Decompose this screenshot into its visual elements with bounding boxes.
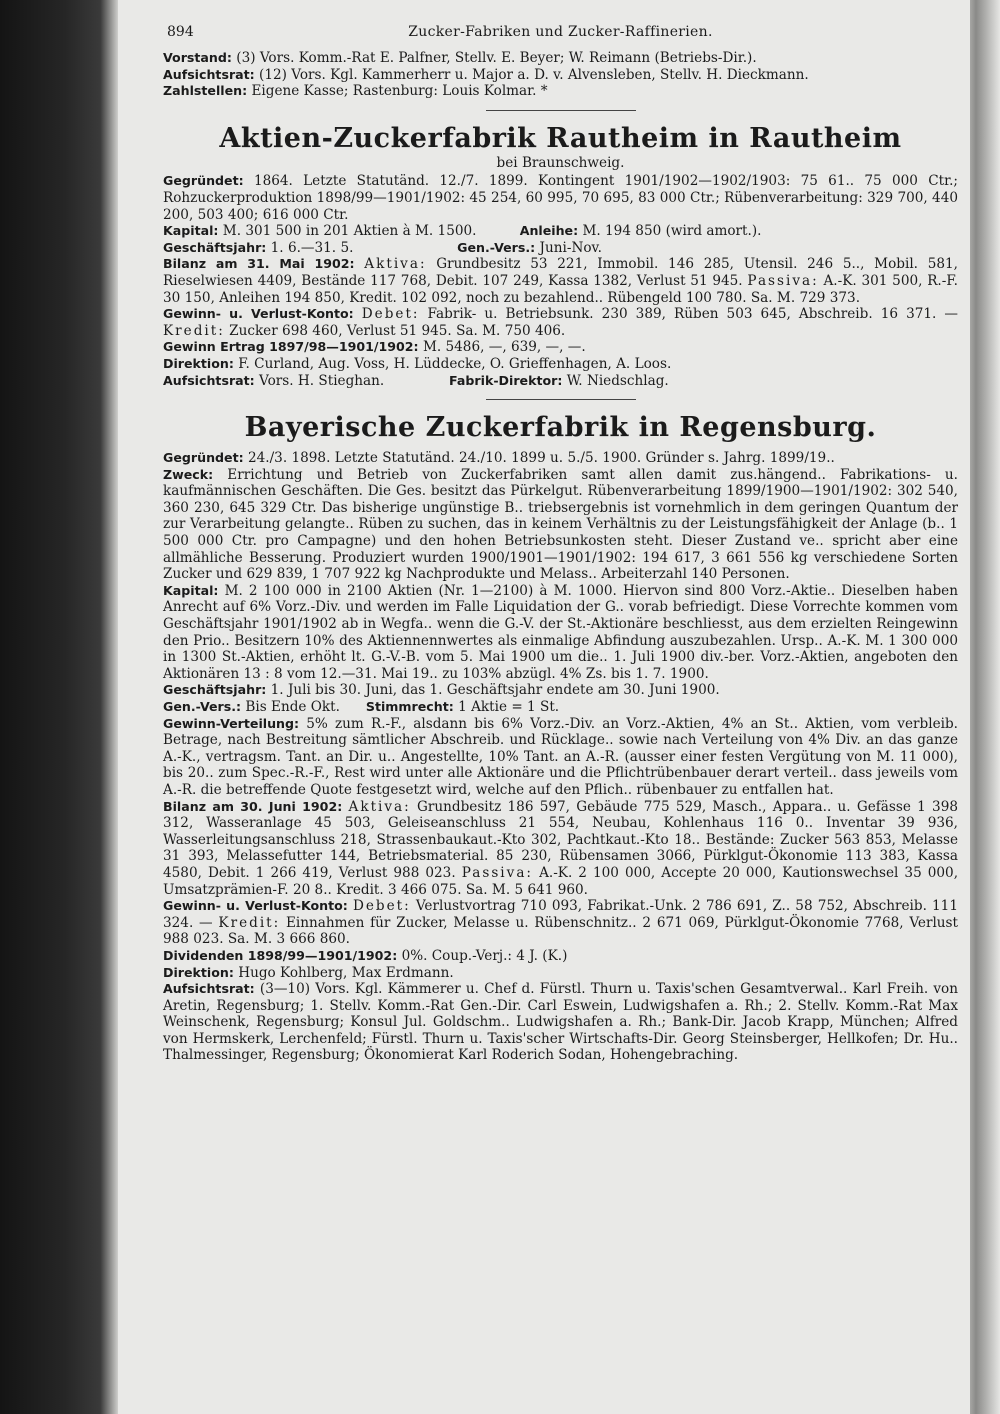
- geschaeftsjahr-paragraph-2: Geschäftsjahr: 1. Juli bis 30. Juni, das 1. Geschäftsjahr endete am 30. Juni 1900.: [163, 682, 720, 699]
- page-text: [163, 24, 958, 1064]
- guv-paragraph-2: Gewinn- u. Verlust-Konto: Debet: Verlustvortrag 710 093, Fabrikat.-Unk. 2 786 691, Z.. 58 752, Abschreib. 111 324. — Kredit: Einnahmen für Zucker, Melasse u. Rübenschnitz.. 2 671 069, Pürklgut-Ökonomie 7768, Verlust 988 023. Sa. M. 3 666 860.: [163, 898, 958, 948]
- dividenden-paragraph: Dividenden 1898/99—1901/1902: 0%. Coup.-Verj.: 4 J. (K.): [163, 947, 568, 964]
- aufsichtsrat-paragraph-2: Aufsichtsrat: (3—10) Vors. Kgl. Kämmerer u. Chef d. Fürstl. Thurn u. Taxis'schen Gesamtverwal.. Karl Freih. von Aretin, Regensburg; 1. Stellv. Komm.-Rat Gen.-Dir. Carl Eswein, Ludwigshafen a. Rh.; 2. Stellv. Komm.-Rat Max Weinschenk, Regensburg; Konsul Jul. Goldschm.. Ludwigshafen a. Rh.; Bank-Dir. Jacob Krapp, München; Alfred von Hermskerk, Lerchenfeld; Fürstl. Thurn u. Taxis'scher Wirtschafts-Dir. Georg Steinsberger, Hellkofen; Dr. Hu.. Thalmessinger, Regensburg; Ökonomierat Karl Roderich Sodan, Hohengebraching.: [163, 981, 958, 1064]
- bilanz-paragraph: Bilanz am 31. Mai 1902: Aktiva: Grundbesitz 53 221, Immobil. 146 285, Utensil. 246 5.., Mobil. 581, Rieselwiesen 4409, Bestände 117 768, Debit. 107 249, Kassa 1382, Verlust 51 945. Passiva: A.-K. 301 500, R.-F. 30 150, Anleihen 194 850, Kredit. 102 092, noch zu bezahlend.. Rübengeld 100 780. Sa. M. 729 373.: [163, 256, 958, 306]
- separator-rule-2: [486, 399, 636, 400]
- separator-rule: [486, 110, 636, 111]
- page-number: 894: [167, 24, 194, 40]
- company-entry-rautheim: [163, 123, 958, 389]
- direktion-paragraph-2: Direktion: Hugo Kohlberg, Max Erdmann.: [163, 964, 454, 981]
- company-subtitle: bei Braunschweig.: [496, 154, 625, 171]
- bilanz-paragraph-2: Bilanz am 30. Juni 1902: Aktiva: Grundbesitz 186 597, Gebäude 775 529, Masch., Appara.. u. Gefässe 1 398 312, Wasseranlage 45 503, Geleiseanschluss 21 554, Neubau, Kohlenhaus 116 0.. Inventar 39 936, Wasserleitungsanschluss 218, Strassenbaukaut.-Kto 302, Pachtkaut.-Kto 18.. Bestände: Zucker 563 853, Melasse 31 393, Melassefutter 144, Betriebsmaterial. 85 230, Rübensamen 3066, Pürklgut-Ökonomie 113 383, Kassa 4580, Debit. 1 266 419, Verlust 988 023. Passiva: A.-K. 2 100 000, Accepte 20 000, Kautionswechsel 35 000, Umsatzprämien-F. 20 8.. Kredit. 3 466 075. Sa. M. 5 641 960.: [163, 798, 959, 898]
- kapital-anleihe-paragraph: Kapital: M. 301 500 in 201 Aktien à M. 1500. Anleihe: M. 194 850 (wird amort.).: [163, 223, 762, 240]
- kapital-paragraph-2: Kapital: M. 2 100 000 in 2100 Aktien (Nr. 1—2100) à M. 1000. Hiervon sind 800 Vorz.-Aktie.. Dieselben haben Anrecht auf 6% Vorz.-Div. und werden im Falle Liquidation der G.. vorab befriedigt. Diese Vorrechte kommen vom Geschäftsjahr 1901/1902 ab in Wegfa.. wenn die G.-V. der St.-Aktionäre beschliesst, aus dem erzielten Reingewinn den Prio.. Besitzern 10% des Aktiennennwertes als einmalige Abfindung auszubezahlen. Ursp.. A.-K. M. 1 300 000 in 1300 St.-Aktien, erhöht lt. G.-V.-B. vom 5. Mai 1900 um die.. 1. Juli 1900 div.-ber. Vorz.-Aktien, angeboten den Aktionären 13 : 8 vom 12.—31. Mai 19.. zu 103% abzügl. 4% Zs. bis 1. 7. 1900.: [163, 582, 958, 682]
- ertrag-paragraph: Gewinn Ertrag 1897/98—1901/1902: M. 5486, —, 639, —, —.: [163, 339, 586, 356]
- aufsichtsrat-paragraph: Aufsichtsrat: Vors. H. Stieghan. Fabrik-Direktor: W. Niedschlag.: [163, 372, 669, 389]
- company-title-2: Bayerische Zuckerfabrik in Regensburg.: [244, 412, 877, 444]
- guv-paragraph: Gewinn- u. Verlust-Konto: Debet: Fabrik- u. Betriebsunk. 230 389, Rüben 503 645, Abschreib. 16 371. — Kredit: Zucker 698 460, Verlust 51 945. Sa. M. 750 406.: [163, 306, 958, 339]
- company-title: Aktien-Zuckerfabrik Rautheim in Rautheim: [219, 122, 902, 154]
- zahlstellen-line: Zahlstellen: Eigene Kasse; Rastenburg: Louis Kolmar. *: [163, 83, 548, 100]
- gegruendet-paragraph: Gegründet: 1864. Letzte Statutänd. 12./7. 1899. Kontingent 1901/1902—1902/1903: 75 61.. 75 000 Ctr.; Rohzuckerproduktion 1898/99—1901/1902: 45 254, 60 995, 70 695, 83 000 Ctr.; Rübenverarbeitung: 329 700, 440 200, 503 400; 616 000 Ctr.: [163, 173, 958, 223]
- direktion-paragraph: Direktion: F. Curland, Aug. Voss, H. Lüddecke, O. Grieffenhagen, A. Loos.: [163, 355, 672, 372]
- gegruendet-paragraph-2: Gegründet: 24./3. 1898. Letzte Statutänd. 24./10. 1899 u. 5./5. 1900. Gründer s. Jahrg. 1899/19..: [163, 450, 835, 467]
- zweck-paragraph: Zweck: Errichtung und Betrieb von Zuckerfabriken samt allen damit zus.hängend.. Fabrikations- u. kaufmännischen Geschäften. Die Ges. besitzt das Pürkelgut. Rübenverarbeitung 1899/1900—1901/1902: 302 540, 360 230, 645 329 Ctr. Das bisherige ungünstige B.. triebsergebnis ist vornehmlich in dem geringen Quantum der zur Verarbeitung gelangte.. Rüben zu suchen, das in keinem Verhältnis zu der Leistungsfähigkeit der Anlage (b.. 1 500 000 Ctr. pro Campagne) und den hohen Betriebsunkosten steht. Dieser Zustand ve.. spricht aber eine allmähliche Besserung. Produziert wurden 1900/1901—1901/1902: 194 617, 3 661 556 kg verschiedene Sorten Zucker und 629 839, 1 707 922 kg Nachprodukte und Melass.. Arbeiterzahl 140 Personen.: [163, 466, 958, 583]
- previous-entry-tail: [163, 50, 958, 100]
- book-spine-shadow: [0, 0, 118, 1414]
- genvers-paragraph-2: Gen.-Vers.: Bis Ende Okt. Stimmrecht: 1 Aktie = 1 St.: [163, 699, 560, 715]
- verteilung-paragraph: Gewinn-Verteilung: 5% zum R.-F., alsdann bis 6% Vorz.-Div. an Vorz.-Aktien, 4% an St.. Aktien, vom verbleib. Betrage, nach Bestreitung sämtlicher Abschreib. und Rücklage.. sowie nach Verteilung von 4% Div. an das ganze A.-K., vertragsm. Tant. an Dir. u.. Angestellte, 10% Tant. an A.-R. (ausser einer festen Vergütung von M. 11 000), bis 20.. zum Spec.-R.-F., Rest wird unter alle Aktionäre und die Pflichtrübenbauer derart verteil.. dass jeweils vom A.-R. die betreffende Quote festgesetzt wird, welche auf den Pflich.. rübenbauer zu entfallen hat.: [163, 715, 958, 798]
- geschaeftsjahr-paragraph: Geschäftsjahr: 1. 6.—31. 5. Gen.-Vers.: Juni-Nov.: [163, 239, 602, 256]
- document-page: [118, 0, 970, 1414]
- page-header: [163, 24, 958, 50]
- running-title: Zucker-Fabriken und Zucker-Raffinerien.: [408, 24, 713, 40]
- vorstand-line: Vorstand: (3) Vors. Komm.-Rat E. Palfner, Stellv. E. Beyer; W. Reimann (Betriebs-Dir.).: [163, 50, 757, 66]
- company-entry-regensburg: [163, 412, 958, 1064]
- aufsichtsrat-line: Aufsichtsrat: (12) Vors. Kgl. Kammerherr u. Major a. D. v. Alvensleben, Stellv. H. Dieckmann.: [163, 66, 809, 83]
